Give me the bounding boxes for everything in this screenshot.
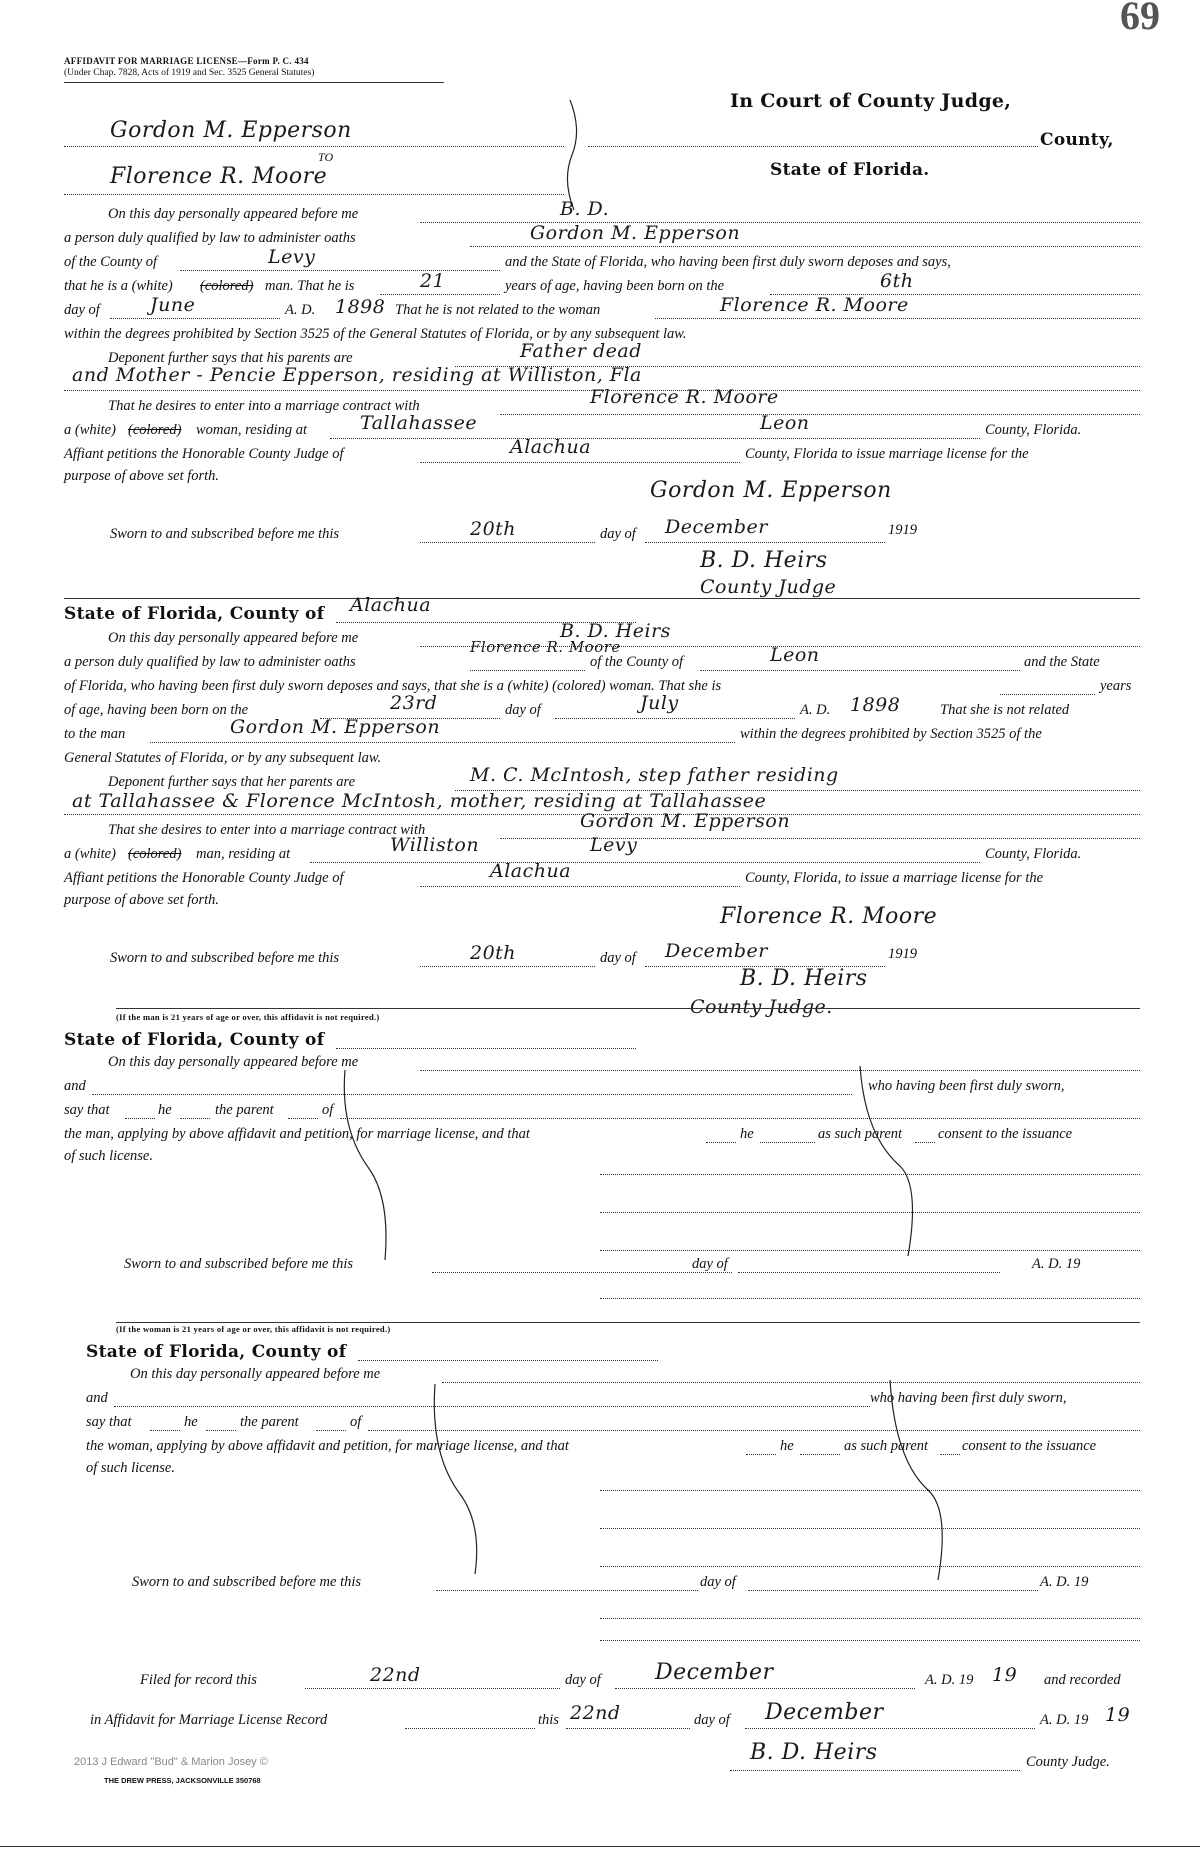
w-l4b: he — [780, 1438, 794, 1454]
w-l3d: of — [350, 1414, 362, 1430]
w-l1: On this day personally appeared before me — [130, 1366, 381, 1382]
w-brace-left — [430, 1384, 500, 1574]
b-l1-hw: B. D. Heirs — [560, 620, 671, 642]
party-brace — [560, 100, 590, 210]
b-l6: General Statutes of Florida, or by any subsequent law. — [64, 750, 382, 766]
m-l4d: consent to the issuance — [938, 1126, 1073, 1142]
page-number: 69 — [1120, 0, 1160, 38]
g-l8-hw: and Mother - Pencie Epperson, residing at Williston, Fla — [72, 364, 642, 386]
copyright-text: 2013 J Edward "Bud" & Marion Josey © — [74, 1756, 268, 1768]
f-l2a: in Affidavit for Marriage License Record — [90, 1712, 328, 1728]
b-l2-county: Leon — [770, 644, 820, 666]
m-sworn-a: Sworn to and subscribed before me this — [124, 1256, 354, 1272]
b-l5a: to the man — [64, 726, 126, 742]
b-sworn-day: 20th — [470, 942, 517, 964]
b-l5-hw: Gordon M. Epperson — [230, 716, 441, 738]
f-l1-day: 22nd — [370, 1664, 421, 1686]
g-judge-sig: B. D. Heirs — [700, 548, 828, 573]
b-signature: Florence R. Moore — [720, 904, 938, 929]
bride-name: Florence R. Moore — [110, 164, 328, 189]
g-l5c: That he is not related to the woman — [395, 302, 601, 318]
b-l11a: Affiant petitions the Honorable County Judge of — [64, 870, 344, 886]
b-heading-hw: Alachua — [350, 594, 432, 616]
g-l3b: and the State of Florida, who having been first duly sworn deposes and says, — [505, 254, 951, 270]
b-l2c: and the State — [1024, 654, 1100, 670]
b-l1: On this day personally appeared before me — [108, 630, 359, 646]
b-l5b: within the degrees prohibited by Section 3525 of the — [740, 726, 1042, 742]
m-l1: On this day personally appeared before me — [108, 1054, 359, 1070]
b-l10b: man, residing at — [196, 846, 291, 862]
f-l1c: A. D. 19 — [925, 1672, 974, 1688]
b-l4c: A. D. — [800, 702, 831, 718]
f-l1-month: December — [655, 1660, 774, 1685]
f-l1d: and recorded — [1044, 1672, 1121, 1688]
w-l4c: as such parent — [844, 1438, 929, 1454]
g-l2: a person duly qualified by law to administer oaths — [64, 230, 356, 246]
g-l4-strike: (colored) — [200, 278, 254, 294]
g-l4a: that he is a (white) — [64, 278, 173, 294]
g-sworn-b: day of — [600, 526, 636, 542]
m-note: (If the man is 21 years of age or over, this affidavit is not required.) — [116, 1012, 380, 1022]
b-l10-county: Levy — [590, 834, 638, 856]
m-heading: State of Florida, County of — [64, 1030, 325, 1050]
g-l4-day: 6th — [880, 270, 914, 292]
b-judge-sig: B. D. Heirs — [740, 966, 868, 991]
b-heading: State of Florida, County of — [64, 604, 325, 624]
g-l12: purpose of above set forth. — [64, 468, 220, 484]
b-l4-day: 23rd — [390, 692, 438, 714]
g-l1: On this day personally appeared before me — [108, 206, 359, 222]
m-l3a: say that — [64, 1102, 110, 1118]
m-l2a: and — [64, 1078, 86, 1094]
g-l5b: A. D. — [285, 302, 316, 318]
f-judge-sig: B. D. Heirs — [750, 1740, 878, 1765]
g-l9: That he desires to enter into a marriage contract with — [108, 398, 420, 414]
g-judge-title: County Judge — [700, 576, 837, 598]
g-l4b: man. That he is — [265, 278, 355, 294]
w-brace-right — [890, 1380, 960, 1580]
court-state-label: State of Florida. — [770, 160, 930, 180]
m-l2b: who having been first duly sworn, — [868, 1078, 1065, 1094]
w-l3a: say that — [86, 1414, 132, 1430]
m-sworn-b: day of — [692, 1256, 728, 1272]
g-l5-month: June — [150, 294, 196, 316]
b-sworn-month: December — [665, 940, 768, 962]
g-sworn-a: Sworn to and subscribed before me this — [110, 526, 340, 542]
b-sworn-a: Sworn to and subscribed before me this — [110, 950, 340, 966]
b-l3a: of Florida, who having been first duly sworn deposes and says, that she is a (white) (colored) woman. That she is — [64, 678, 722, 694]
groom-line — [64, 146, 564, 147]
g-sworn-day: 20th — [470, 518, 517, 540]
header-rule — [64, 82, 444, 83]
printer-imprint: THE DREW PRESS, JACKSONVILLE 350768 — [104, 1776, 261, 1785]
to-label: TO — [318, 150, 334, 164]
g-l3a: of the County of — [64, 254, 158, 270]
section-rule-1 — [64, 598, 1140, 599]
m-brace-right — [860, 1066, 930, 1256]
m-l4b: he — [740, 1126, 754, 1142]
g-l1-hw: B. D. — [560, 198, 610, 220]
b-l2a: a person duly qualified by law to administer oaths — [64, 654, 356, 670]
court-county-label: County, — [1040, 130, 1114, 150]
m-l3d: of — [322, 1102, 334, 1118]
g-l10-city: Tallahassee — [360, 412, 478, 434]
b-l10a: a (white) — [64, 846, 116, 862]
f-l1a: Filed for record this — [140, 1672, 257, 1688]
f-l2-month: December — [765, 1700, 884, 1725]
g-l7-hw: Father dead — [520, 340, 642, 362]
w-l5: of such license. — [86, 1460, 175, 1476]
bottom-edge — [0, 1846, 1200, 1847]
g-signature: Gordon M. Epperson — [650, 478, 892, 503]
w-sworn-b: day of — [700, 1574, 736, 1590]
m-sworn-c: A. D. 19 — [1032, 1256, 1081, 1272]
section-rule-2 — [116, 1008, 1140, 1009]
m-l4c: as such parent — [818, 1126, 903, 1142]
f-l2c: day of — [694, 1712, 730, 1728]
b-l3b: years — [1100, 678, 1132, 694]
b-l4b: day of — [505, 702, 541, 718]
court-county-line — [588, 146, 1038, 147]
b-l4-month: July — [640, 692, 679, 714]
g-l11b: County, Florida to issue marriage license for the — [745, 446, 1029, 462]
w-l3b: he — [184, 1414, 198, 1430]
g-l4c: years of age, having been born on the — [505, 278, 725, 294]
w-l3c: the parent — [240, 1414, 299, 1430]
b-l11b: County, Florida, to issue a marriage license for the — [745, 870, 1044, 886]
b-l7: Deponent further says that her parents are — [108, 774, 356, 790]
m-l5: of such license. — [64, 1148, 153, 1164]
court-heading: In Court of County Judge, — [730, 90, 1012, 112]
g-l10-county: Leon — [760, 412, 810, 434]
b-l10-strike: (colored) — [128, 846, 182, 862]
f-judge-title: County Judge. — [1026, 1754, 1110, 1770]
f-l2-day: 22nd — [570, 1702, 621, 1724]
bride-line — [64, 194, 564, 195]
form-subtitle: (Under Chap. 7828, Acts of 1919 and Sec. 3525 General Statutes) — [64, 68, 315, 78]
g-l5a: day of — [64, 302, 100, 318]
g-l10-strike: (colored) — [128, 422, 182, 438]
b-l7-hw: M. C. McIntosh, step father residing — [470, 764, 839, 786]
m-l3b: he — [158, 1102, 172, 1118]
m-l4a: the man, applying by above affidavit and petition, for marriage license, and that — [64, 1126, 530, 1142]
g-l11-hw: Alachua — [510, 436, 592, 458]
w-note: (If the woman is 21 years of age or over, this affidavit is not required.) — [116, 1324, 391, 1334]
f-l1-year: 19 — [992, 1664, 1018, 1686]
g-l5-year: 1898 — [335, 296, 386, 318]
m-brace-left — [340, 1070, 400, 1260]
groom-name: Gordon M. Epperson — [110, 118, 352, 143]
g-sworn-month: December — [665, 516, 768, 538]
b-l11-hw: Alachua — [490, 860, 572, 882]
w-sworn-a: Sworn to and subscribed before me this — [132, 1574, 362, 1590]
b-l4d: That she is not related — [940, 702, 1070, 718]
b-l8-hw: at Tallahassee & Florence McIntosh, mother, residing at Tallahassee — [72, 790, 767, 812]
g-l9-hw: Florence R. Moore — [590, 386, 779, 408]
b-l4-year: 1898 — [850, 694, 901, 716]
w-l4d: consent to the issuance — [962, 1438, 1097, 1454]
g-l3-hw: Levy — [268, 246, 316, 268]
g-l10a: a (white) — [64, 422, 116, 438]
g-l4-age: 21 — [420, 270, 446, 292]
f-l2d: A. D. 19 — [1040, 1712, 1089, 1728]
f-l1b: day of — [565, 1672, 601, 1688]
form-title: AFFIDAVIT FOR MARRIAGE LICENSE—Form P. C. 434 — [64, 56, 309, 66]
w-l2b: who having been first duly sworn, — [870, 1390, 1067, 1406]
g-l7: Deponent further says that his parents are — [108, 350, 353, 366]
b-l10c: County, Florida. — [985, 846, 1082, 862]
m-l3c: the parent — [215, 1102, 274, 1118]
b-sworn-b: day of — [600, 950, 636, 966]
g-l11a: Affiant petitions the Honorable County Judge of — [64, 446, 344, 462]
f-l2-year: 19 — [1105, 1704, 1131, 1726]
b-l9-hw: Gordon M. Epperson — [580, 810, 791, 832]
b-l4a: of age, having been born on the — [64, 702, 249, 718]
b-l2-hw: Florence R. Moore — [470, 638, 621, 656]
w-l2a: and — [86, 1390, 108, 1406]
section-rule-3 — [116, 1322, 1140, 1323]
g-sworn-year: 1919 — [888, 522, 917, 538]
b-judge-title: County Judge. — [690, 996, 833, 1018]
b-l12: purpose of above set forth. — [64, 892, 220, 908]
b-l10-city: Williston — [390, 834, 480, 856]
w-l4a: the woman, applying by above affidavit and petition, for marriage license, and that — [86, 1438, 569, 1454]
g-l10b: woman, residing at — [196, 422, 308, 438]
w-sworn-c: A. D. 19 — [1040, 1574, 1089, 1590]
g-l2-hw: Gordon M. Epperson — [530, 222, 741, 244]
w-heading: State of Florida, County of — [86, 1342, 347, 1362]
b-l2b: of the County of — [590, 654, 684, 670]
g-l5-woman: Florence R. Moore — [720, 294, 909, 316]
f-l2b: this — [538, 1712, 559, 1728]
g-l6: within the degrees prohibited by Section 3525 of the General Statutes of Florida, or by any subsequent law. — [64, 326, 687, 342]
b-sworn-year: 1919 — [888, 946, 917, 962]
b-l9: That she desires to enter into a marriage contract with — [108, 822, 426, 838]
g-l10c: County, Florida. — [985, 422, 1082, 438]
